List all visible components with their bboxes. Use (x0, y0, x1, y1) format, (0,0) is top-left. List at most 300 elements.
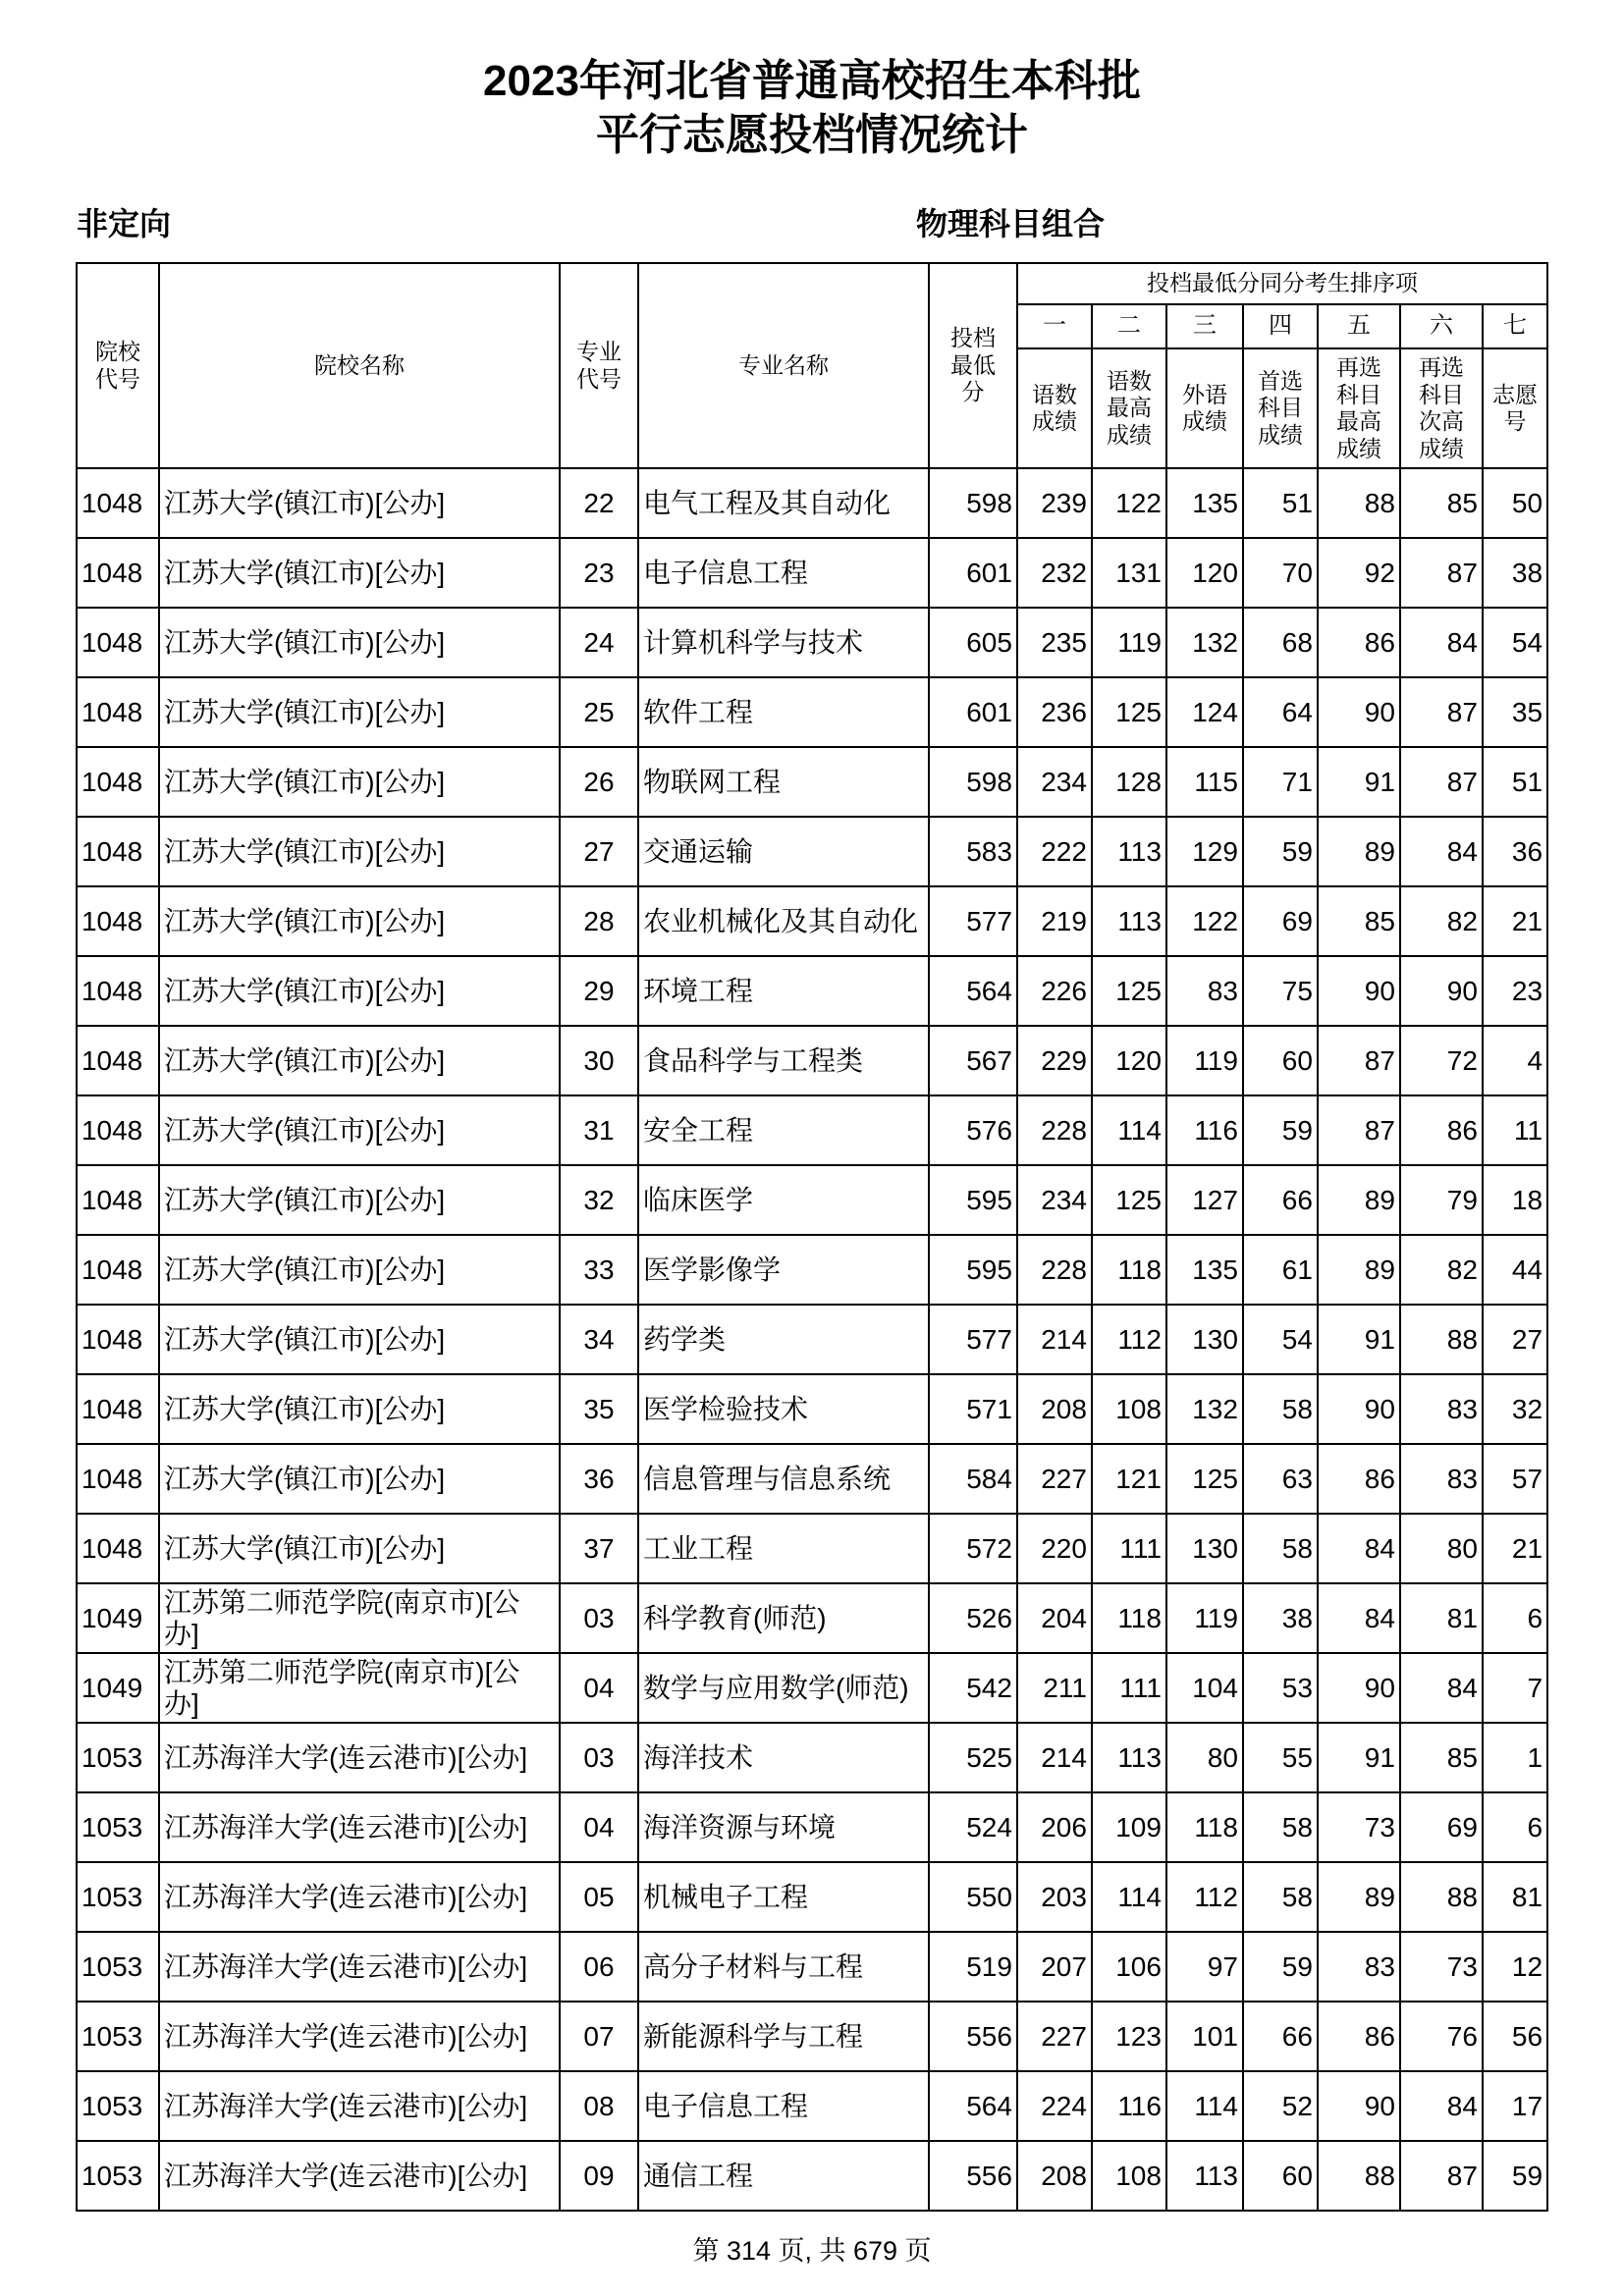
rank-item-2: 118 (1092, 1235, 1166, 1305)
major-name: 药学类 (638, 1305, 929, 1374)
rank-item-2: 131 (1092, 538, 1166, 608)
col-header-tiebreak-group: 投档最低分同分考生排序项 (1017, 263, 1547, 304)
rank-item-4: 38 (1243, 1583, 1318, 1653)
rank-item-5: 87 (1318, 1095, 1400, 1165)
rank-item-3: 127 (1166, 1165, 1243, 1235)
rank-item-1: 220 (1017, 1514, 1092, 1583)
school-code: 1053 (77, 1862, 159, 1932)
rank-item-4: 69 (1243, 886, 1318, 956)
sort-label-4 (1243, 348, 1318, 468)
school-name: 江苏大学(镇江市)[公办] (159, 1026, 560, 1095)
rank-item-1: 234 (1017, 1165, 1092, 1235)
table-row (77, 1723, 1547, 1792)
rank-item-6: 80 (1400, 1514, 1483, 1583)
school-code: 1048 (77, 1374, 159, 1444)
rank-item-2: 112 (1092, 1305, 1166, 1374)
rank-item-6: 81 (1400, 1583, 1483, 1653)
school-code: 1048 (77, 886, 159, 956)
rank-item-7: 17 (1483, 2071, 1547, 2141)
rank-item-7: 50 (1483, 468, 1547, 538)
rank-item-3: 112 (1166, 1862, 1243, 1932)
table-row (77, 608, 1547, 677)
school-name: 江苏大学(镇江市)[公办] (159, 817, 560, 886)
school-name: 江苏大学(镇江市)[公办] (159, 956, 560, 1026)
rank-item-2: 111 (1092, 1653, 1166, 1723)
rank-item-3: 118 (1166, 1792, 1243, 1862)
rank-item-4: 70 (1243, 538, 1318, 608)
school-code: 1053 (77, 1792, 159, 1862)
school-code: 1048 (77, 817, 159, 886)
rank-item-2: 113 (1092, 886, 1166, 956)
school-code: 1048 (77, 677, 159, 747)
rank-item-1: 219 (1017, 886, 1092, 956)
rank-item-3: 125 (1166, 1444, 1243, 1514)
title-line-2: 平行志愿投档情况统计 (596, 110, 1028, 159)
table-row (77, 468, 1547, 538)
rank-item-5: 90 (1318, 1374, 1400, 1444)
major-name: 食品科学与工程类 (638, 1026, 929, 1095)
major-name: 海洋资源与环境 (638, 1792, 929, 1862)
rank-item-5: 89 (1318, 1235, 1400, 1305)
ordinal-4: 四 (1243, 304, 1318, 348)
rank-item-6: 87 (1400, 2141, 1483, 2211)
school-name: 江苏大学(镇江市)[公办] (159, 468, 560, 538)
rank-item-1: 224 (1017, 2071, 1092, 2141)
table-row (77, 886, 1547, 956)
rank-item-6: 85 (1400, 1723, 1483, 1792)
ordinal-1: 一 (1017, 304, 1092, 348)
major-name: 电气工程及其自动化 (638, 468, 929, 538)
rank-item-2: 106 (1092, 1932, 1166, 2002)
rank-item-3: 132 (1166, 608, 1243, 677)
school-name: 江苏第二师范学院(南京市)[公办] (159, 1653, 560, 1723)
ordinal-5: 五 (1318, 304, 1400, 348)
table-header (77, 263, 1547, 468)
min-score: 595 (929, 1165, 1017, 1235)
rank-item-4: 52 (1243, 2071, 1318, 2141)
rank-item-6: 84 (1400, 1653, 1483, 1723)
major-code: 04 (560, 1792, 638, 1862)
sort-label-5 (1318, 348, 1400, 468)
major-code: 09 (560, 2141, 638, 2211)
rank-item-4: 60 (1243, 1026, 1318, 1095)
min-score: 525 (929, 1723, 1017, 1792)
rank-item-4: 58 (1243, 1792, 1318, 1862)
min-score: 598 (929, 747, 1017, 817)
rank-item-2: 121 (1092, 1444, 1166, 1514)
table-row (77, 1653, 1547, 1723)
rank-item-5: 88 (1318, 2141, 1400, 2211)
school-name: 江苏大学(镇江市)[公办] (159, 1514, 560, 1583)
rank-item-4: 61 (1243, 1235, 1318, 1305)
school-name: 江苏海洋大学(连云港市)[公办] (159, 1862, 560, 1932)
rank-item-3: 130 (1166, 1305, 1243, 1374)
major-name: 电子信息工程 (638, 538, 929, 608)
rank-item-6: 87 (1400, 677, 1483, 747)
rank-item-5: 90 (1318, 956, 1400, 1026)
col-header-school-code-label: 院校代号 (94, 339, 140, 392)
school-code: 1053 (77, 2141, 159, 2211)
rank-item-3: 80 (1166, 1723, 1243, 1792)
rank-item-7: 12 (1483, 1932, 1547, 2002)
major-code: 29 (560, 956, 638, 1026)
rank-item-2: 113 (1092, 817, 1166, 886)
school-name: 江苏大学(镇江市)[公办] (159, 608, 560, 677)
rank-item-6: 88 (1400, 1305, 1483, 1374)
col-header-major-code (560, 263, 638, 468)
rank-item-2: 125 (1092, 677, 1166, 747)
table-row (77, 1374, 1547, 1444)
major-name: 临床医学 (638, 1165, 929, 1235)
sort-label-2 (1092, 348, 1166, 468)
rank-item-4: 58 (1243, 1862, 1318, 1932)
school-code: 1048 (77, 1235, 159, 1305)
major-name: 工业工程 (638, 1514, 929, 1583)
major-code: 07 (560, 2002, 638, 2071)
min-score: 526 (929, 1583, 1017, 1653)
rank-item-2: 128 (1092, 747, 1166, 817)
sort-label-2-text: 语数最高成绩 (1106, 367, 1152, 448)
school-name: 江苏大学(镇江市)[公办] (159, 1374, 560, 1444)
major-name: 科学教育(师范) (638, 1583, 929, 1653)
rank-item-1: 232 (1017, 538, 1092, 608)
rank-item-4: 51 (1243, 468, 1318, 538)
rank-item-6: 87 (1400, 538, 1483, 608)
rank-item-5: 89 (1318, 817, 1400, 886)
rank-item-7: 36 (1483, 817, 1547, 886)
table-row (77, 2071, 1547, 2141)
rank-item-1: 208 (1017, 2141, 1092, 2211)
school-code: 1053 (77, 2002, 159, 2071)
major-name: 物联网工程 (638, 747, 929, 817)
rank-item-7: 54 (1483, 608, 1547, 677)
rank-item-5: 91 (1318, 1723, 1400, 1792)
rank-item-7: 32 (1483, 1374, 1547, 1444)
sort-label-4-text: 首选科目成绩 (1257, 367, 1303, 448)
major-name: 电子信息工程 (638, 2071, 929, 2141)
major-name: 机械电子工程 (638, 1862, 929, 1932)
min-score: 564 (929, 956, 1017, 1026)
sort-label-1 (1017, 348, 1092, 468)
major-code: 03 (560, 1583, 638, 1653)
min-score: 601 (929, 677, 1017, 747)
table-row (77, 2002, 1547, 2071)
rank-item-2: 108 (1092, 1374, 1166, 1444)
table-row (77, 1235, 1547, 1305)
min-score: 524 (929, 1792, 1017, 1862)
min-score: 601 (929, 538, 1017, 608)
rank-item-6: 72 (1400, 1026, 1483, 1095)
rank-item-6: 86 (1400, 1095, 1483, 1165)
min-score: 564 (929, 2071, 1017, 2141)
min-score: 550 (929, 1862, 1017, 1932)
rank-item-1: 228 (1017, 1235, 1092, 1305)
rank-item-3: 115 (1166, 747, 1243, 817)
major-code: 04 (560, 1653, 638, 1723)
rank-item-6: 85 (1400, 468, 1483, 538)
major-name: 信息管理与信息系统 (638, 1444, 929, 1514)
min-score: 584 (929, 1444, 1017, 1514)
major-code: 06 (560, 1932, 638, 2002)
school-code: 1053 (77, 1723, 159, 1792)
major-code: 27 (560, 817, 638, 886)
rank-item-4: 75 (1243, 956, 1318, 1026)
major-name: 安全工程 (638, 1095, 929, 1165)
school-code: 1048 (77, 538, 159, 608)
school-code: 1048 (77, 1444, 159, 1514)
major-name: 新能源科学与工程 (638, 2002, 929, 2071)
min-score: 556 (929, 2002, 1017, 2071)
rank-item-2: 114 (1092, 1862, 1166, 1932)
major-code: 28 (560, 886, 638, 956)
admission-table (76, 262, 1548, 2212)
school-code: 1048 (77, 1095, 159, 1165)
rank-item-7: 56 (1483, 2002, 1547, 2071)
col-header-major-name (638, 263, 929, 468)
major-code: 03 (560, 1723, 638, 1792)
table-row (77, 1792, 1547, 1862)
school-name: 江苏大学(镇江市)[公办] (159, 538, 560, 608)
rank-item-4: 64 (1243, 677, 1318, 747)
rank-item-2: 109 (1092, 1792, 1166, 1862)
school-code: 1048 (77, 956, 159, 1026)
table-row (77, 538, 1547, 608)
rank-item-3: 97 (1166, 1932, 1243, 2002)
major-name: 医学影像学 (638, 1235, 929, 1305)
rank-item-2: 119 (1092, 608, 1166, 677)
school-name: 江苏大学(镇江市)[公办] (159, 1305, 560, 1374)
table-row (77, 2141, 1547, 2211)
rank-item-5: 85 (1318, 886, 1400, 956)
rank-item-1: 227 (1017, 1444, 1092, 1514)
rank-item-7: 35 (1483, 677, 1547, 747)
rank-item-7: 1 (1483, 1723, 1547, 1792)
rank-item-5: 73 (1318, 1792, 1400, 1862)
min-score: 567 (929, 1026, 1017, 1095)
rank-item-6: 84 (1400, 817, 1483, 886)
rank-item-1: 214 (1017, 1305, 1092, 1374)
school-name: 江苏大学(镇江市)[公办] (159, 1444, 560, 1514)
major-name: 海洋技术 (638, 1723, 929, 1792)
col-header-school-code (77, 263, 159, 468)
rank-item-4: 66 (1243, 1165, 1318, 1235)
school-name: 江苏大学(镇江市)[公办] (159, 1235, 560, 1305)
rank-item-4: 66 (1243, 2002, 1318, 2071)
major-name: 环境工程 (638, 956, 929, 1026)
major-code: 33 (560, 1235, 638, 1305)
table-row (77, 1444, 1547, 1514)
rank-item-5: 87 (1318, 1026, 1400, 1095)
page-title (0, 0, 1624, 162)
rank-item-4: 68 (1243, 608, 1318, 677)
col-header-min-score (929, 263, 1017, 468)
major-code: 23 (560, 538, 638, 608)
rank-item-3: 122 (1166, 886, 1243, 956)
rank-item-1: 204 (1017, 1583, 1092, 1653)
table-row (77, 1165, 1547, 1235)
rank-item-7: 6 (1483, 1583, 1547, 1653)
rank-item-6: 82 (1400, 886, 1483, 956)
rank-item-4: 58 (1243, 1514, 1318, 1583)
school-name: 江苏海洋大学(连云港市)[公办] (159, 1723, 560, 1792)
rank-item-3: 101 (1166, 2002, 1243, 2071)
school-name: 江苏大学(镇江市)[公办] (159, 1165, 560, 1235)
rank-item-1: 239 (1017, 468, 1092, 538)
rank-item-7: 51 (1483, 747, 1547, 817)
major-name: 高分子材料与工程 (638, 1932, 929, 2002)
major-code: 37 (560, 1514, 638, 1583)
title-line-1: 2023年河北省普通高校招生本科批 (483, 57, 1141, 105)
rank-item-5: 86 (1318, 608, 1400, 677)
rank-item-6: 83 (1400, 1374, 1483, 1444)
table-row (77, 747, 1547, 817)
rank-item-7: 18 (1483, 1165, 1547, 1235)
rank-item-2: 113 (1092, 1723, 1166, 1792)
major-name: 数学与应用数学(师范) (638, 1653, 929, 1723)
major-name: 软件工程 (638, 677, 929, 747)
school-code: 1048 (77, 1305, 159, 1374)
min-score: 598 (929, 468, 1017, 538)
plan-type-label: 非定向 (77, 206, 172, 242)
major-name: 计算机科学与技术 (638, 608, 929, 677)
sort-label-6-text: 再选科目次高成绩 (1418, 353, 1464, 461)
major-name: 交通运输 (638, 817, 929, 886)
rank-item-1: 234 (1017, 747, 1092, 817)
major-code: 34 (560, 1305, 638, 1374)
rank-item-5: 83 (1318, 1932, 1400, 2002)
col-header-min-score-label: 投档最低分 (949, 325, 996, 405)
rank-item-6: 90 (1400, 956, 1483, 1026)
subtitle-row (77, 199, 1547, 244)
rank-item-5: 91 (1318, 1305, 1400, 1374)
rank-item-2: 118 (1092, 1583, 1166, 1653)
rank-item-7: 38 (1483, 538, 1547, 608)
rank-item-2: 122 (1092, 468, 1166, 538)
school-name: 江苏大学(镇江市)[公办] (159, 1095, 560, 1165)
school-code: 1053 (77, 2071, 159, 2141)
rank-item-3: 113 (1166, 2141, 1243, 2211)
rank-item-2: 123 (1092, 2002, 1166, 2071)
table-body (77, 468, 1547, 2211)
rank-item-3: 129 (1166, 817, 1243, 886)
rank-item-4: 63 (1243, 1444, 1318, 1514)
min-score: 605 (929, 608, 1017, 677)
sort-label-7 (1483, 348, 1547, 468)
sort-label-7-text: 志愿号 (1492, 381, 1538, 435)
rank-item-6: 87 (1400, 747, 1483, 817)
rank-item-5: 90 (1318, 2071, 1400, 2141)
rank-item-2: 116 (1092, 2071, 1166, 2141)
rank-item-5: 89 (1318, 1165, 1400, 1235)
rank-item-6: 84 (1400, 2071, 1483, 2141)
table-row (77, 956, 1547, 1026)
rank-item-5: 84 (1318, 1514, 1400, 1583)
rank-item-4: 54 (1243, 1305, 1318, 1374)
rank-item-1: 211 (1017, 1653, 1092, 1723)
school-code: 1048 (77, 1514, 159, 1583)
min-score: 571 (929, 1374, 1017, 1444)
major-name: 通信工程 (638, 2141, 929, 2211)
rank-item-2: 108 (1092, 2141, 1166, 2211)
major-name: 农业机械化及其自动化 (638, 886, 929, 956)
ordinal-3: 三 (1166, 304, 1243, 348)
rank-item-3: 104 (1166, 1653, 1243, 1723)
school-name: 江苏海洋大学(连云港市)[公办] (159, 2002, 560, 2071)
rank-item-4: 55 (1243, 1723, 1318, 1792)
rank-item-7: 7 (1483, 1653, 1547, 1723)
rank-item-7: 4 (1483, 1026, 1547, 1095)
school-code: 1048 (77, 1026, 159, 1095)
rank-item-1: 206 (1017, 1792, 1092, 1862)
table-row (77, 1583, 1547, 1653)
rank-item-5: 90 (1318, 1653, 1400, 1723)
page-number: 第 314 页, 共 679 页 (692, 2236, 932, 2267)
rank-item-2: 125 (1092, 1165, 1166, 1235)
school-code: 1048 (77, 608, 159, 677)
table-row (77, 1862, 1547, 1932)
rank-item-2: 114 (1092, 1095, 1166, 1165)
major-code: 25 (560, 677, 638, 747)
major-code: 31 (560, 1095, 638, 1165)
rank-item-3: 130 (1166, 1514, 1243, 1583)
rank-item-1: 214 (1017, 1723, 1092, 1792)
major-code: 26 (560, 747, 638, 817)
rank-item-1: 236 (1017, 677, 1092, 747)
school-code: 1048 (77, 747, 159, 817)
rank-item-4: 58 (1243, 1374, 1318, 1444)
rank-item-7: 21 (1483, 886, 1547, 956)
rank-item-7: 27 (1483, 1305, 1547, 1374)
col-header-school-name-label: 院校名称 (313, 351, 405, 378)
rank-item-4: 53 (1243, 1653, 1318, 1723)
rank-item-1: 229 (1017, 1026, 1092, 1095)
rank-item-4: 59 (1243, 817, 1318, 886)
rank-item-2: 125 (1092, 956, 1166, 1026)
school-name: 江苏第二师范学院(南京市)[公办] (159, 1583, 560, 1653)
table-row (77, 817, 1547, 886)
col-header-major-name-label: 专业名称 (737, 351, 829, 378)
major-code: 35 (560, 1374, 638, 1444)
table-row (77, 1305, 1547, 1374)
min-score: 595 (929, 1235, 1017, 1305)
min-score: 577 (929, 1305, 1017, 1374)
sort-label-5-text: 再选科目最高成绩 (1335, 353, 1381, 461)
school-name: 江苏海洋大学(连云港市)[公办] (159, 1792, 560, 1862)
school-code: 1048 (77, 1165, 159, 1235)
min-score: 519 (929, 1932, 1017, 2002)
rank-item-6: 82 (1400, 1235, 1483, 1305)
major-code: 30 (560, 1026, 638, 1095)
rank-item-3: 116 (1166, 1095, 1243, 1165)
rank-item-3: 83 (1166, 956, 1243, 1026)
school-name: 江苏海洋大学(连云港市)[公办] (159, 2141, 560, 2211)
min-score: 542 (929, 1653, 1017, 1723)
ordinal-6: 六 (1400, 304, 1483, 348)
rank-item-7: 59 (1483, 2141, 1547, 2211)
major-code: 32 (560, 1165, 638, 1235)
rank-item-1: 222 (1017, 817, 1092, 886)
rank-item-6: 83 (1400, 1444, 1483, 1514)
school-name: 江苏大学(镇江市)[公办] (159, 677, 560, 747)
rank-item-3: 132 (1166, 1374, 1243, 1444)
rank-item-1: 207 (1017, 1932, 1092, 2002)
rank-item-1: 203 (1017, 1862, 1092, 1932)
school-code: 1049 (77, 1583, 159, 1653)
rank-item-3: 124 (1166, 677, 1243, 747)
table-row (77, 1514, 1547, 1583)
rank-item-7: 6 (1483, 1792, 1547, 1862)
rank-item-3: 135 (1166, 468, 1243, 538)
